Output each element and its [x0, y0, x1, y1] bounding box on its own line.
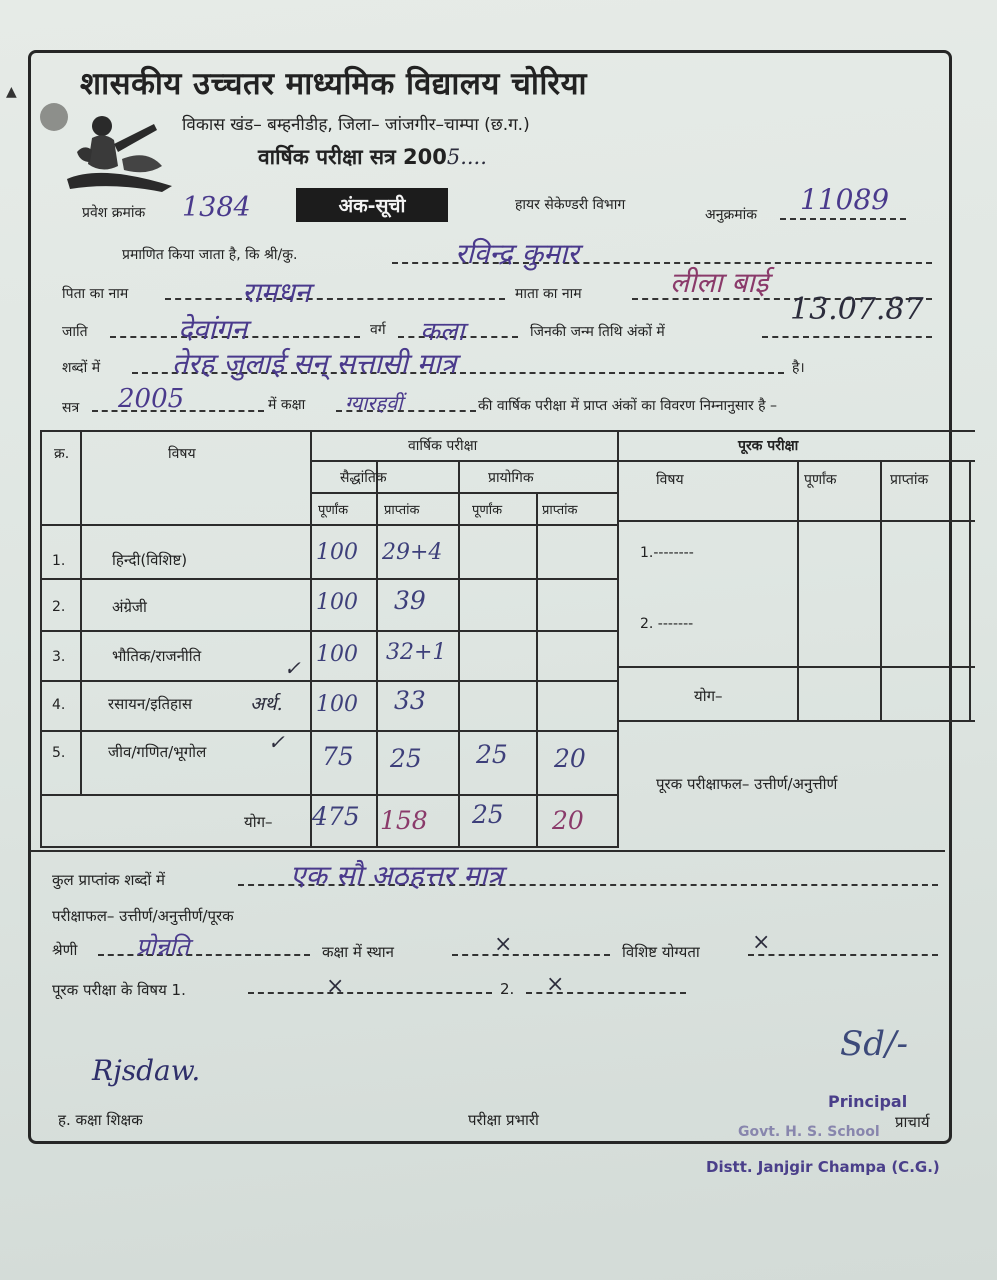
saraswati-emblem-icon: [62, 104, 182, 194]
row-subject: जीव/गणित/भूगोल: [108, 743, 207, 761]
total-theory-obtained: 158: [380, 806, 428, 835]
roll-no-label: अनुक्रमांक: [705, 207, 757, 223]
tick-mark-icon: ✓: [284, 656, 301, 680]
header-theory-max: पूर्णांक: [318, 503, 349, 518]
stamp-principal: Principal: [828, 1092, 908, 1111]
header-supp-subject: विषय: [656, 472, 684, 488]
caste-label: जाति: [62, 324, 88, 340]
row-theory-obtained: 29+4: [382, 540, 443, 565]
supp-line-2: 2. -------: [640, 616, 694, 632]
supp-subject-1-line: [248, 992, 492, 994]
exam-title-text: वार्षिक परीक्षा सत्र 200: [258, 145, 447, 169]
father-line: [165, 298, 505, 300]
header-sno: क्र.: [54, 446, 70, 462]
supp-2-label: 2.: [500, 980, 515, 998]
exam-title: [258, 143, 487, 171]
certify-label: प्रमाणित किया जाता है, कि श्री/कु.: [122, 247, 298, 263]
row-note: अर्थ.: [250, 693, 283, 715]
exam-year-hand: 5....: [446, 145, 487, 169]
father-name: रामधन: [242, 276, 311, 309]
supp-total-label: योग–: [694, 687, 723, 705]
supp-line-1: 1.--------: [640, 545, 694, 561]
supp-subjects-label: पूरक परीक्षा के विषय 1.: [52, 981, 186, 999]
dob-words-label: शब्दों में: [62, 360, 101, 376]
department-label: हायर सेकेण्डरी विभाग: [515, 197, 626, 213]
row-theory-obtained: 25: [390, 744, 422, 773]
merit-label: विशिष्ट योग्यता: [622, 943, 700, 961]
header-theory: सैद्धांतिक: [340, 470, 387, 486]
session: 2005: [118, 384, 185, 414]
dob-label: जिनकी जन्म तिथि अंकों में: [530, 324, 665, 340]
row-subject: हिन्दी(विशिष्ट): [112, 551, 188, 569]
header-practical-max: पूर्णांक: [472, 503, 503, 518]
row-sno: 4.: [52, 697, 66, 713]
student-name: रविन्द्र कुमार: [455, 237, 579, 270]
total-theory-max: 475: [312, 802, 360, 831]
row-sno: 1.: [52, 553, 66, 569]
class-category: कला: [420, 317, 465, 347]
supp-result: पूरक परीक्षाफल– उत्तीर्ण/अनुत्तीर्ण: [656, 775, 838, 793]
dob-words: तेरह जुलाई सन् सत्तासी मात्र: [172, 347, 457, 380]
header-theory-obtained: प्राप्तांक: [384, 503, 420, 518]
caste: देवांगन: [178, 313, 247, 346]
header-subject: विषय: [168, 446, 196, 462]
marksheet-label: अंक-सूची: [296, 188, 448, 222]
mother-label: माता का नाम: [515, 286, 582, 302]
class-name: ग्यारहवीं: [345, 391, 403, 415]
row-theory-max: 100: [316, 692, 358, 717]
admission-no-label: प्रवेश क्रमांक: [82, 205, 146, 221]
rank-line: [452, 954, 610, 956]
division: प्रोन्नति: [136, 933, 190, 961]
principal-label: प्राचार्य: [895, 1113, 930, 1131]
row-theory-obtained: 33: [394, 686, 426, 715]
detail-text: की वार्षिक परीक्षा में प्राप्त अंकों का विवरण निम्नानुसार है –: [478, 398, 778, 414]
class-teacher-signature: Rjsdaw.: [92, 1054, 201, 1087]
admission-no: 1384: [182, 192, 251, 223]
father-label: पिता का नाम: [62, 286, 129, 302]
roll-no: 11089: [800, 183, 890, 216]
supp-subject-2: ×: [546, 972, 565, 997]
school-name: शासकीय उच्चतर माध्यमिक विद्यालय चोरिया: [80, 66, 588, 102]
punch-hole: ▲: [6, 84, 17, 100]
row-theory-max: 100: [316, 590, 358, 615]
row-theory-obtained: 39: [394, 586, 426, 615]
total-words-label: कुल प्राप्तांक शब्दों में: [52, 871, 166, 889]
division-line: [98, 954, 310, 956]
row-subject: भौतिक/राजनीति: [112, 647, 202, 665]
row-practical-max: 25: [476, 740, 508, 769]
principal-signature: Sd/-: [840, 1024, 908, 1064]
row-practical-obtained: 20: [554, 744, 586, 773]
row-sno: 2.: [52, 599, 66, 615]
merit: ×: [752, 930, 771, 955]
hai-text: है।: [792, 360, 805, 376]
division-label: श्रेणी: [52, 941, 78, 959]
dob: 13.07.87: [790, 292, 924, 327]
row-theory-max: 75: [322, 742, 354, 771]
total-words: एक सौ अठहत्तर मात्र: [290, 859, 503, 892]
merit-line: [748, 954, 938, 956]
row-subject: रसायन/इतिहास: [108, 695, 193, 713]
result-label: परीक्षाफल– उत्तीर्ण/अनुत्तीर्ण/पूरक: [52, 907, 234, 925]
row-sno: 3.: [52, 649, 66, 665]
tick-mark-icon: ✓: [268, 730, 285, 754]
session-label: सत्र: [62, 400, 80, 416]
stamp-school: Govt. H. S. School: [738, 1124, 880, 1140]
row-theory-max: 100: [316, 540, 358, 565]
total-practical-obtained: 20: [552, 806, 584, 835]
total-label: योग–: [244, 813, 273, 831]
rank: ×: [494, 932, 513, 957]
row-theory-obtained: 32+1: [386, 640, 447, 665]
class-label: में कक्षा: [268, 397, 306, 413]
roll-no-line: [780, 218, 906, 220]
header-supp-obtained: प्राप्तांक: [890, 472, 929, 488]
header-practical: प्रायोगिक: [488, 470, 534, 486]
header-supplementary: पूरक परीक्षा: [738, 438, 799, 454]
header-practical-obtained: प्राप्तांक: [542, 503, 578, 518]
row-theory-max: 100: [316, 642, 358, 667]
dob-line: [762, 336, 932, 338]
supp-subject-1: ×: [326, 974, 345, 999]
total-practical-max: 25: [472, 800, 504, 829]
row-subject: अंग्रेजी: [112, 598, 147, 616]
class-teacher-label: ह. कक्षा शिक्षक: [58, 1111, 143, 1129]
row-sno: 5.: [52, 745, 66, 761]
rank-label: कक्षा में स्थान: [322, 943, 394, 961]
school-address: विकास खंड– बम्हनीडीह, जिला– जांजगीर–चाम्पा (छ.ग.): [182, 115, 530, 135]
header-annual: वार्षिक परीक्षा: [408, 438, 478, 454]
class-category-label: वर्ग: [370, 322, 386, 338]
mother-name: लीला बाई: [670, 266, 769, 299]
exam-in-charge-label: परीक्षा प्रभारी: [468, 1111, 539, 1129]
header-supp-max: पूर्णांक: [804, 472, 837, 488]
stamp-district: Distt. Janjgir Champa (C.G.): [706, 1158, 940, 1176]
